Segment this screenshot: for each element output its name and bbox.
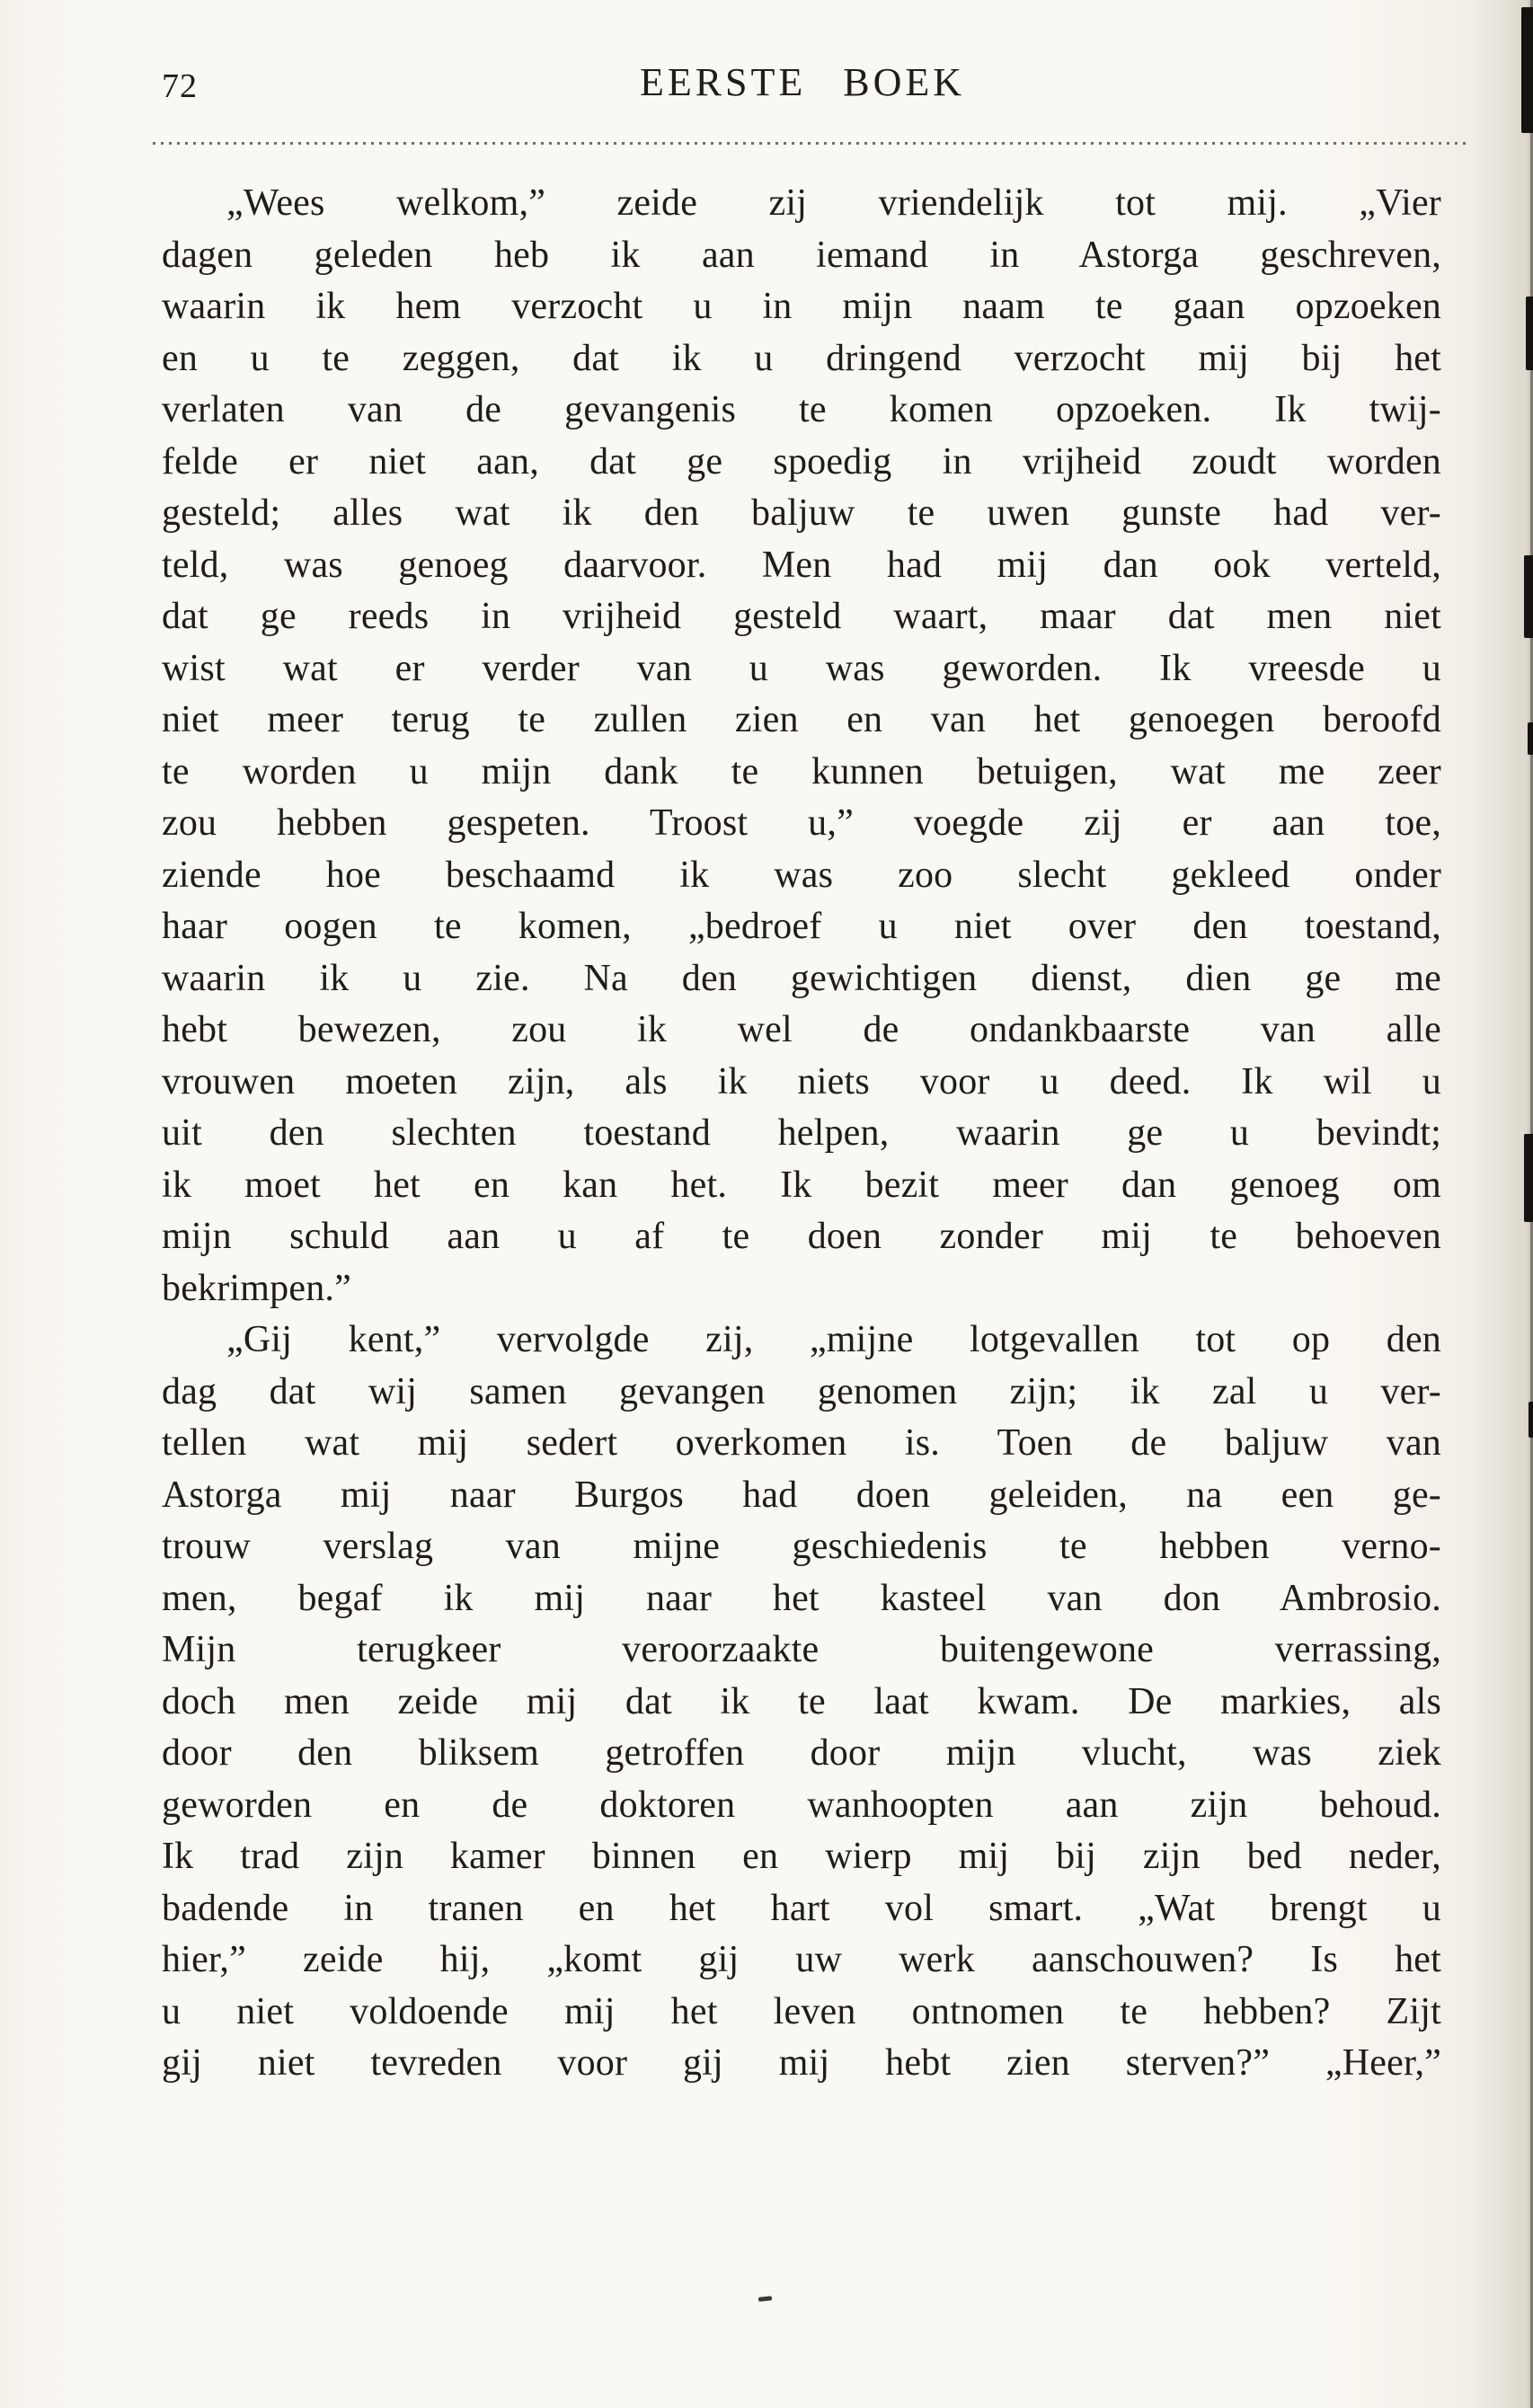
text-line: haar oogen te komen, „bedroef u niet over den toestand, — [162, 906, 1441, 947]
page-header — [162, 59, 1443, 110]
text-line: dagen geleden heb ik aan iemand in Astorga geschreven, — [162, 234, 1441, 276]
page-text — [162, 178, 1441, 2090]
text-line: trouw verslag van mijne geschiedenis te hebben verno- — [162, 1526, 1441, 1567]
text-line: dat ge reeds in vrijheid gesteld waart, maar dat men niet — [162, 596, 1441, 637]
paragraph — [162, 1315, 1441, 2090]
text-line: zou hebben gespeten. Troost u,” voegde zij er aan toe, — [162, 802, 1441, 844]
text-line: uit den slechten toestand helpen, waarin ge u bevindt; — [162, 1112, 1441, 1154]
scan-artifact — [1521, 7, 1533, 133]
text-line: ik moet het en kan het. Ik bezit meer dan genoeg om — [162, 1164, 1441, 1206]
text-line: vrouwen moeten zijn, als ik niets voor u deed. Ik wil u — [162, 1060, 1441, 1102]
text-line: Mijn terugkeer veroorzaakte buitengewone verrassing, — [162, 1629, 1441, 1670]
text-line: gesteld; alles wat ik den baljuw te uwen gunste had ver- — [162, 492, 1441, 534]
scan-artifact — [1528, 722, 1533, 755]
text-line: hebt bewezen, zou ik wel de ondankbaarste van alle — [162, 1009, 1441, 1050]
text-line: u niet voldoende mij het leven ontnomen te hebben? Zijt — [162, 1990, 1441, 2032]
text-line: hier,” zeide hij, „komt gij uw werk aanschouwen? Is het — [162, 1939, 1441, 1980]
text-line: ziende hoe beschaamd ik was zoo slecht gekleed onder — [162, 854, 1441, 896]
scan-artifact — [758, 2296, 772, 2302]
text-line: teld, was genoeg daarvoor. Men had mij dan ook verteld, — [162, 544, 1441, 586]
text-line: door den bliksem getroffen door mijn vlucht, was ziek — [162, 1732, 1441, 1774]
text-line: wist wat er verder van u was geworden. Ik vreesde u — [162, 647, 1441, 689]
scan-artifact — [1529, 1402, 1533, 1438]
text-line: verlaten van de gevangenis te komen opzoeken. Ik twij- — [162, 389, 1441, 430]
text-line: „Gij kent,” vervolgde zij, „mijne lotgevallen tot op den — [226, 1319, 1441, 1360]
text-line: men, begaf ik mij naar het kasteel van don Ambrosio. — [162, 1577, 1441, 1619]
text-line: gij niet tevreden voor gij mij hebt zien sterven?” „Heer,” — [162, 2042, 1441, 2084]
text-line: felde er niet aan, dat ge spoedig in vrijheid zoudt worden — [162, 440, 1441, 482]
text-line: mijn schuld aan u af te doen zonder mij te behoeven — [162, 1216, 1441, 1257]
page-number: 72 — [162, 67, 198, 105]
text-line: waarin ik hem verzocht u in mijn naam te gaan opzoeken — [162, 286, 1441, 327]
text-line: Astorga mij naar Burgos had doen geleiden, na een ge- — [162, 1474, 1441, 1516]
text-line: badende in tranen en het hart vol smart. „Wat brengt u — [162, 1887, 1441, 1929]
text-line: en u te zeggen, dat ik u dringend verzocht mij bij het — [162, 337, 1441, 379]
scan-artifact — [1526, 297, 1533, 370]
text-line: niet meer terug te zullen zien en van het genoegen beroofd — [162, 699, 1441, 740]
text-line: Ik trad zijn kamer binnen en wierp mij bij zijn bed neder, — [162, 1836, 1441, 1877]
scan-artifact — [1524, 1134, 1533, 1222]
header-divider — [153, 142, 1467, 145]
page-header-title: EERSTE BOEK — [639, 60, 966, 104]
scan-artifact — [1524, 555, 1533, 638]
text-line: bekrimpen.” — [162, 1267, 351, 1309]
paragraph — [162, 178, 1441, 1315]
text-line: te worden u mijn dank te kunnen betuigen, wat me zeer — [162, 750, 1441, 792]
text-line: tellen wat mij sedert overkomen is. Toen de baljuw van — [162, 1422, 1441, 1464]
text-line: „Wees welkom,” zeide zij vriendelijk tot mij. „Vier — [226, 182, 1441, 224]
text-line: dag dat wij samen gevangen genomen zijn; ik zal u ver- — [162, 1370, 1441, 1412]
text-line: waarin ik u zie. Na den gewichtigen dienst, dien ge me — [162, 957, 1441, 999]
text-line: geworden en de doktoren wanhoopten aan zijn behoud. — [162, 1784, 1441, 1826]
text-line: doch men zeide mij dat ik te laat kwam. De markies, als — [162, 1680, 1441, 1722]
